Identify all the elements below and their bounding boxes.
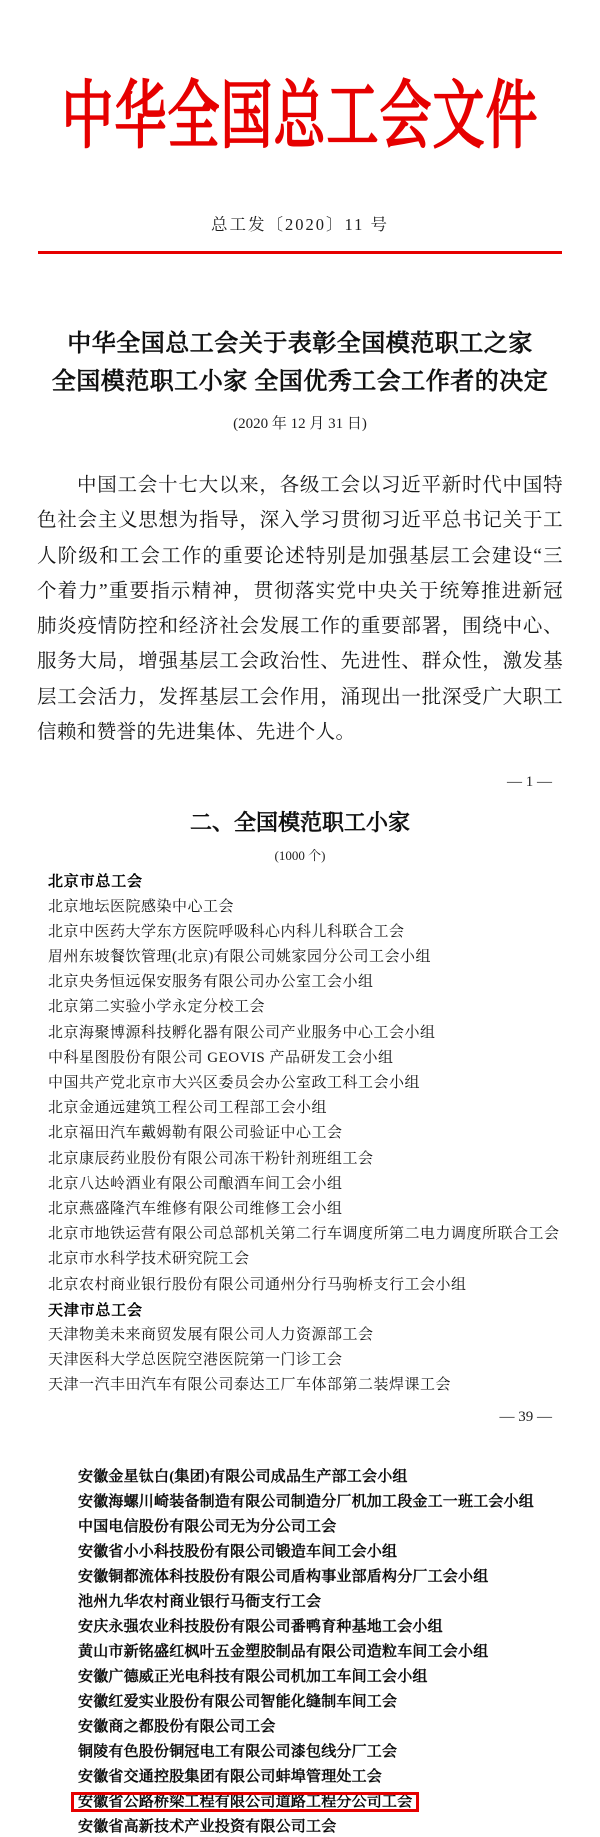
union-list-item: 安徽商之都股份有限公司工会: [78, 1718, 276, 1735]
union-list-item: 北京地坛医院感染中心工会: [48, 898, 235, 915]
union-list-item: 安徽省高新技术产业投资有限公司工会: [78, 1818, 337, 1835]
union-list-item: 黄山市新铭盛红枫叶五金塑胶制品有限公司造粒车间工会小组: [78, 1643, 489, 1660]
union-list-item: 安庆永强农业科技股份有限公司番鸭育种基地工会小组: [78, 1618, 443, 1635]
union-list-item: 中国电信股份有限公司无为分公司工会: [78, 1518, 337, 1535]
page-number-1: — 1 —: [507, 774, 552, 791]
document-header-title: 中华全国总工会文件: [61, 72, 539, 160]
red-highlight-box: 安徽省公路桥梁工程有限公司道路工程分公司工会: [78, 1793, 413, 1810]
union-list-item: 北京市地铁运营有限公司总部机关第二行车调度所第二电力调度所联合工会: [48, 1226, 560, 1243]
union-list-item: 北京康辰药业股份有限公司冻干粉针剂班组工会: [48, 1150, 374, 1167]
union-list-item: 安徽广德威正光电科技有限公司机加工车间工会小组: [78, 1668, 428, 1685]
union-list-item: 安徽红爱实业股份有限公司智能化缝制车间工会: [78, 1693, 398, 1710]
union-list-item: 安徽省小小科技股份有限公司锻造车间工会小组: [78, 1543, 398, 1560]
section-count: (1000 个): [274, 848, 326, 864]
union-list-item: 安徽铜都流体科技股份有限公司盾构事业部盾构分厂工会小组: [78, 1568, 489, 1585]
union-list-item: 北京央务恒远保安服务有限公司办公室工会小组: [48, 974, 374, 991]
union-list-item: 安徽金星钛白(集团)有限公司成品生产部工会小组: [78, 1468, 408, 1485]
union-list-item: 北京福田汽车戴姆勒有限公司验证中心工会: [48, 1125, 343, 1142]
decision-title-line2: 全国模范职工小家 全国优秀工会工作者的决定: [51, 369, 549, 395]
header-divider-rule: [38, 251, 562, 254]
union-list-item: 北京海聚博源科技孵化器有限公司产业服务中心工会小组: [48, 1024, 436, 1041]
union-list-item: 中科星图股份有限公司 GEOVIS 产品研发工会小组: [48, 1049, 394, 1066]
union-list-anhui: [78, 1465, 590, 1837]
union-list-item: 池州九华农村商业银行马衙支行工会: [78, 1593, 322, 1610]
union-list-item: 北京市水科学技术研究院工会: [48, 1251, 250, 1268]
union-list-item: 北京金通远建筑工程公司工程部工会小组: [48, 1100, 328, 1117]
decision-body-paragraph: 中国工会十七大以来，各级工会以习近平新时代中国特色社会主义思想为指导，深入学习贯彻习近平总书记关于工人阶级和工会工作的重要论述特别是加强基层工会建设“三个着力”重要指示精神，贯彻落实党中央关于统筹推进新冠肺炎疫情防控和经济社会发展工作的重要部署，围绕中心、服务大局，增强基层工会政治性、先进性、群众性，激发基层工会活力，发挥基层工会作用，涌现出一批深受广大职工信赖和赞誉的先进集体、先进个人。: [37, 475, 563, 744]
union-list-item: 安徽海螺川崎装备制造有限公司制造分厂机加工段金工一班工会小组: [78, 1493, 535, 1510]
union-list-item: 眉州东坡餐饮管理(北京)有限公司姚家园分公司工会小组: [48, 948, 431, 965]
union-list-item: 北京中医药大学东方医院呼吸科心内科儿科联合工会: [48, 923, 405, 940]
union-list-item: 天津一汽丰田汽车有限公司泰达工厂车体部第二装焊课工会: [48, 1377, 452, 1394]
union-list-item: 北京八达岭酒业有限公司酿酒车间工会小组: [48, 1175, 343, 1192]
union-list-item-highlighted: [78, 1790, 590, 1815]
decision-title: [0, 325, 600, 401]
page-number-39: — 39 —: [499, 1408, 552, 1425]
union-list-item: 铜陵有色股份铜冠电工有限公司漆包线分厂工会: [78, 1743, 398, 1760]
document-number: 总工发〔2020〕11 号: [210, 215, 389, 234]
union-list-item: 天津医科大学总医院空港医院第一门诊工会: [48, 1352, 343, 1369]
union-list-item: 中国共产党北京市大兴区委员会办公室政工科工会小组: [48, 1075, 421, 1091]
decision-title-line1: 中华全国总工会关于表彰全国模范职工之家: [67, 331, 533, 357]
union-list-item: 天津物美未来商贸发展有限公司人力资源部工会: [48, 1327, 374, 1344]
union-list-item: 北京第二实验小学永定分校工会: [48, 999, 266, 1016]
union-list-item: 安徽省交通控股集团有限公司蚌埠管理处工会: [78, 1768, 383, 1785]
union-list-beijing-tianjin: [48, 869, 580, 1398]
decision-date: (2020 年 12 月 31 日): [233, 416, 367, 432]
province-group-header-tianjin: 天津市总工会: [48, 1300, 143, 1319]
province-group-header-beijing: 北京市总工会: [48, 872, 143, 891]
union-list-item: 北京燕盛隆汽车维修有限公司维修工会小组: [48, 1201, 343, 1218]
section-heading: 二、全国模范职工小家: [189, 811, 410, 837]
union-list-item: 北京农村商业银行股份有限公司通州分行马驹桥支行工会小组: [48, 1276, 467, 1293]
